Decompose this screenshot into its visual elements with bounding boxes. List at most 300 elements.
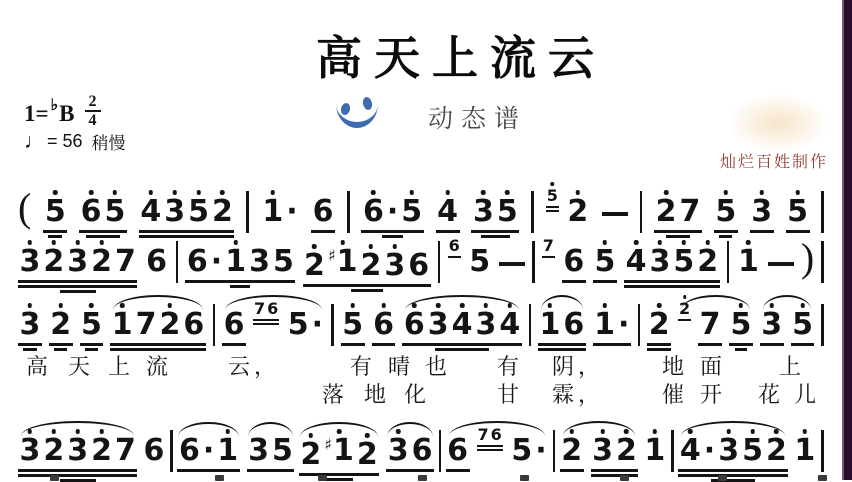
note: 5 [496, 194, 518, 229]
lyric-char: 上 [108, 354, 135, 379]
barline [531, 191, 534, 233]
beam [253, 323, 279, 325]
beam [624, 285, 720, 288]
note: 2 [159, 307, 181, 342]
note: 1 [225, 244, 247, 279]
note: 7 [115, 244, 136, 279]
note: 2 [50, 307, 72, 342]
note: 2 [43, 244, 65, 279]
beam [546, 210, 559, 212]
note-row [729, 307, 753, 342]
note: 3 [19, 433, 41, 468]
note-row [18, 433, 137, 468]
note: 3 [387, 433, 409, 468]
note: 7 [542, 236, 554, 255]
key-letter: B [59, 101, 75, 126]
lyric-char: 阴， [552, 354, 605, 379]
note-group [737, 231, 761, 277]
note-row [786, 194, 810, 229]
note-part [643, 433, 667, 468]
note-group [311, 181, 335, 233]
barline [821, 241, 824, 283]
flat-sign-icon: ♭ [50, 97, 59, 114]
meter-numerator: 2 [85, 94, 101, 112]
note-row [386, 433, 434, 468]
partial-beam [54, 348, 67, 351]
note: 3 [718, 433, 740, 468]
note: 6 [146, 244, 167, 279]
note: 1 [217, 433, 239, 468]
augmentation-dot: · [286, 194, 298, 229]
note: 2 [648, 307, 670, 342]
note: 1 [794, 433, 816, 468]
note: 7 [679, 194, 701, 229]
barline [439, 430, 442, 472]
barline [438, 241, 441, 283]
note: 6 [186, 244, 208, 279]
note: 5 [469, 244, 491, 279]
note-part [80, 307, 104, 351]
note-group [678, 420, 788, 482]
note: 1 [644, 433, 666, 468]
partial-beam [735, 348, 747, 351]
note: 1 [738, 244, 759, 279]
note: 1 [111, 307, 133, 342]
note-row [647, 307, 671, 342]
note-part [142, 433, 166, 468]
note-row [142, 433, 166, 468]
grace-notes [542, 237, 555, 258]
note: 2 [697, 244, 719, 279]
note: 2 [300, 437, 322, 472]
note: 5 [594, 244, 616, 279]
note-row [436, 194, 460, 229]
note-row [341, 307, 365, 342]
note: 5 [342, 307, 364, 342]
beam [299, 473, 379, 476]
barline [821, 304, 824, 346]
note: 2 [212, 194, 233, 229]
note-row [286, 307, 324, 342]
note: 3 [19, 307, 41, 342]
note: 7 [253, 299, 266, 318]
grace-notes [448, 237, 461, 258]
note-part [593, 307, 631, 346]
note-part [678, 433, 788, 482]
note: 5 [104, 194, 126, 229]
note: 6 [178, 433, 200, 468]
note: 5 [792, 307, 813, 342]
note-row [593, 307, 631, 342]
smiley-mouth [336, 100, 378, 128]
barline [671, 430, 674, 472]
beam [593, 280, 617, 283]
note-part [299, 433, 379, 481]
beam [593, 343, 631, 346]
grace-notes [477, 426, 503, 451]
note-group [714, 181, 738, 238]
note-part [647, 307, 671, 351]
note-part [760, 307, 784, 346]
note: 6 [447, 433, 469, 468]
beam [591, 469, 639, 472]
lyric-char: 有 [497, 354, 524, 379]
note-group [546, 181, 590, 227]
note-group [542, 231, 586, 283]
note-row [538, 307, 586, 342]
notation-line [18, 294, 824, 351]
note-row [468, 244, 492, 279]
tempo-value: = 56 [47, 131, 83, 151]
lyric-char: 上 [779, 354, 806, 379]
note-group [538, 294, 586, 351]
note: 5 [44, 194, 66, 229]
note: 6 [563, 244, 585, 279]
note-part [791, 307, 815, 346]
barline [347, 191, 350, 233]
barline [821, 430, 824, 472]
note-part [261, 194, 299, 229]
note-part [446, 433, 470, 472]
note-row [562, 244, 586, 279]
time-signature [85, 94, 101, 128]
tempo-marking [24, 129, 126, 154]
note-row [18, 307, 42, 342]
note-row [546, 187, 559, 204]
note: 6 [448, 236, 460, 255]
augmentation-dot: · [386, 194, 399, 229]
note-row [177, 433, 239, 468]
note-part [793, 433, 817, 468]
note: 2 [304, 248, 325, 283]
note: 5 [742, 433, 763, 468]
beam [247, 469, 295, 472]
note-row [698, 307, 722, 342]
note: 4 [679, 433, 701, 468]
note: 5 [546, 186, 558, 205]
note-part [591, 433, 639, 477]
dynamic-score-label: 动态谱 [428, 106, 528, 133]
note: 5 [730, 307, 752, 342]
note: 5 [787, 194, 808, 229]
beam [477, 445, 503, 447]
partial-beam [230, 285, 250, 288]
note: 3 [472, 194, 494, 229]
grace-notes [546, 187, 559, 212]
note-row [566, 194, 590, 229]
cutoff-glyph [620, 475, 629, 481]
note: ♯1 [324, 433, 354, 468]
note-part [560, 433, 584, 472]
barline [529, 304, 532, 346]
beam [185, 280, 295, 283]
note: 7 [115, 433, 136, 468]
note-group [18, 231, 137, 293]
note-group [471, 181, 519, 238]
beam [18, 474, 137, 477]
lyric-char: 也 [425, 354, 452, 379]
beam [341, 343, 365, 346]
note-part [177, 433, 239, 472]
note: 7 [477, 425, 489, 444]
lyric-char: 面 [700, 354, 727, 379]
beam [678, 319, 691, 321]
note-group [678, 294, 753, 351]
note-group [261, 181, 299, 227]
lyric-char: 儿 [794, 382, 821, 407]
quarter-note-icon: ♩ [24, 129, 45, 153]
beam [698, 343, 722, 346]
cutoff-glyph [818, 475, 827, 481]
note: 5 [673, 244, 695, 279]
note: 5 [271, 433, 293, 468]
note: 2 [561, 433, 583, 468]
note-group [142, 420, 166, 466]
note-part [562, 244, 586, 283]
note-part [286, 307, 324, 342]
note: 1 [594, 307, 615, 342]
note-group [793, 420, 817, 466]
note-row [18, 244, 137, 279]
note-group [43, 181, 67, 238]
note: 6 [411, 433, 433, 468]
beam [477, 449, 503, 451]
note: 2 [567, 194, 589, 229]
note: 4 [451, 307, 473, 342]
partial-beam [60, 290, 96, 293]
note: 3 [751, 194, 773, 229]
note-row [80, 307, 104, 342]
beam [372, 343, 396, 346]
note: 6 [490, 425, 502, 444]
note-row [311, 194, 335, 229]
note: 5 [81, 307, 102, 342]
beam [18, 285, 137, 288]
note: 1 [539, 307, 561, 342]
note: 2 [91, 433, 112, 468]
note: 6 [143, 433, 165, 468]
lyric-char: 催 [662, 382, 689, 407]
note-group [145, 231, 169, 277]
note-row [678, 300, 691, 317]
note-group [80, 294, 104, 351]
note-group [624, 231, 720, 288]
beam [222, 343, 246, 346]
note-group [750, 181, 774, 233]
note-group [177, 420, 294, 472]
cutoff-glyph [215, 475, 224, 481]
beam [542, 256, 555, 258]
note: 7 [699, 307, 721, 342]
note-row [303, 244, 431, 283]
note: 3 [67, 244, 89, 279]
beam [402, 343, 521, 346]
note-row [448, 237, 461, 254]
lyric-char: 云， [228, 354, 281, 379]
paren: ) [800, 235, 815, 280]
note-group [299, 420, 434, 481]
note-part [737, 244, 761, 279]
note: 3 [248, 433, 269, 468]
note-part [185, 244, 295, 288]
note-part [311, 194, 335, 233]
barline [170, 430, 173, 472]
lyric-char: 花 [758, 382, 785, 407]
note: 3 [164, 194, 186, 229]
notation-line [18, 181, 824, 238]
note-part [341, 307, 365, 346]
note-row [760, 307, 784, 342]
grace-notes [678, 300, 691, 321]
note-group [341, 294, 365, 346]
note-row [372, 307, 396, 342]
beam [18, 343, 42, 346]
note: 4 [437, 194, 458, 229]
stamp-watermark [728, 94, 828, 152]
note: 2 [360, 248, 382, 283]
note-part [593, 244, 617, 283]
beam [678, 469, 788, 472]
note: 7 [135, 307, 157, 342]
note: 2 [356, 437, 378, 472]
lyric-char: 天 [68, 354, 95, 379]
note: 6 [223, 307, 245, 342]
dash-note [768, 262, 794, 266]
beam [538, 343, 586, 346]
notation-line [18, 231, 824, 293]
note-row [110, 307, 206, 342]
beam [80, 343, 104, 346]
beam [624, 280, 720, 283]
beam [729, 343, 753, 346]
augmentation-dot: · [703, 433, 716, 468]
notation-line [18, 420, 824, 482]
note: 3 [427, 307, 449, 342]
note-part [145, 244, 169, 279]
note: 2 [678, 299, 691, 318]
note-row [139, 194, 235, 229]
barline [331, 304, 334, 346]
lyric-char: 有 [350, 354, 377, 379]
note-row [793, 433, 817, 468]
note-group [593, 294, 631, 346]
note-row [261, 194, 299, 229]
dash-note [499, 262, 525, 266]
sharp-sign-icon: ♯ [327, 246, 336, 265]
note-group [402, 294, 521, 351]
note-part [510, 433, 548, 468]
lyric-char: 流 [146, 354, 173, 379]
beam [386, 469, 434, 472]
note-part [303, 244, 431, 292]
barline [727, 241, 730, 283]
note-group [593, 231, 617, 283]
barline [553, 430, 556, 472]
note-part [110, 307, 206, 351]
note-group [18, 294, 42, 351]
lyric-char: 晴 [388, 354, 415, 379]
note-group [760, 294, 815, 346]
note: 6 [563, 307, 585, 342]
note: 1 [262, 194, 284, 229]
lyric-char: 化 [404, 382, 431, 407]
note-group [446, 420, 548, 472]
right-edge-bar [842, 0, 852, 480]
note: 2 [615, 433, 637, 468]
note-group [647, 294, 671, 351]
note: 5 [401, 194, 423, 229]
beam [562, 280, 586, 283]
beam [18, 280, 137, 283]
note-part [18, 244, 137, 293]
note-part [786, 194, 810, 233]
note-part [18, 307, 42, 351]
cutoff-glyph [718, 475, 727, 481]
note-row [247, 433, 295, 468]
note: 5 [715, 194, 737, 229]
note: 6 [408, 248, 430, 283]
note-row [643, 433, 667, 468]
note: 2 [91, 244, 112, 279]
barline [176, 241, 179, 283]
note-group [372, 294, 396, 346]
note-row [471, 194, 519, 229]
beam [110, 343, 206, 346]
smiley-logo-icon [336, 96, 380, 132]
note: 6 [267, 299, 279, 318]
sharp-sign-icon: ♯ [324, 435, 333, 454]
note: 6 [183, 307, 205, 342]
beam [177, 469, 239, 472]
note-part [386, 433, 434, 472]
augmentation-dot: · [202, 433, 215, 468]
beam [647, 343, 671, 346]
note-row [714, 194, 738, 229]
note: 6 [362, 194, 384, 229]
note-row [510, 433, 548, 468]
note-group [361, 181, 423, 238]
beam [560, 469, 584, 472]
note-part [538, 307, 586, 351]
augmentation-dot: · [210, 244, 223, 279]
note-group [222, 294, 324, 346]
note: 3 [475, 307, 497, 342]
note-group [643, 420, 667, 466]
note-group [560, 420, 639, 477]
cutoff-glyph [520, 475, 529, 481]
beam [18, 469, 137, 472]
barline [532, 241, 535, 283]
barline [821, 191, 824, 233]
lyric-char: 落 [322, 382, 349, 407]
note-group [654, 181, 702, 238]
note-part [222, 307, 246, 346]
barline [246, 191, 249, 233]
lyric-char: 高 [26, 354, 53, 379]
note: 2 [43, 433, 65, 468]
note-part [468, 244, 492, 279]
note: 3 [19, 244, 41, 279]
key-prefix: 1= [24, 101, 49, 126]
note-row [791, 307, 815, 342]
beam [49, 343, 73, 346]
note-group [786, 181, 810, 233]
note-row [593, 244, 617, 279]
meter-denominator: 4 [88, 112, 97, 129]
note-row [402, 307, 521, 342]
note-part [624, 244, 720, 288]
beam [591, 474, 639, 477]
